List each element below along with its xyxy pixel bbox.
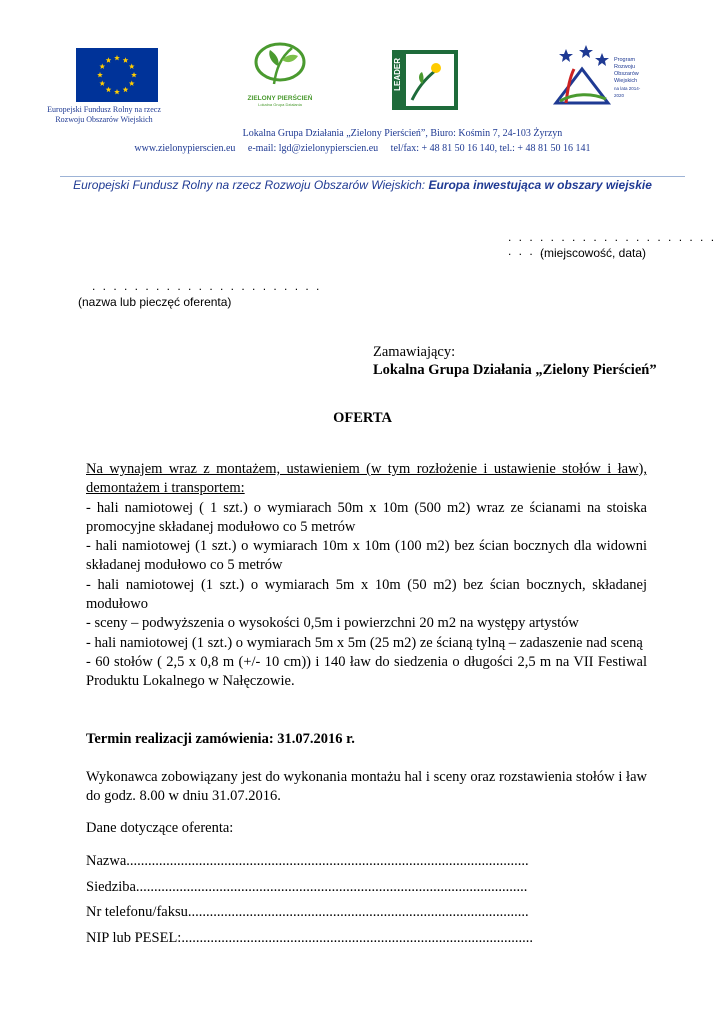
eu-flag-icon — [76, 48, 158, 102]
field-nip-pesel[interactable]: NIP lub PESEL:................................................................................................. — [86, 930, 533, 946]
field-address[interactable]: Siedziba............................................................................................................ — [86, 879, 528, 895]
bidder-stamp-dots: . . . . . . . . . . . . . . . . . . . . . . — [92, 279, 322, 293]
subject-item: - sceny – podwyższenia o wysokości 0,5m i powierzchni 20 m2 na występy artystów — [86, 615, 579, 632]
prow-text-line: Obszarów — [614, 71, 639, 77]
subject-item: - 60 stołów ( 2,5 x 0,8 m (+/- 10 cm)) i 140 ław do siedzenia o długości 2,5 m na VII Festiwal Produktu Lokalnego w Nałęczowie. — [86, 653, 647, 690]
header-slogan — [0, 178, 725, 192]
leaf-ring-icon — [240, 40, 320, 90]
prow-text-line: na lata 2014-2020 — [614, 86, 641, 98]
field-phone-fax[interactable]: Nr telefonu/faksu.............................................................................................. — [86, 904, 529, 920]
bidder-stamp-label: (nazwa lub pieczęć oferenta) — [78, 295, 232, 309]
prow-text-line: Rozwoju — [614, 64, 636, 70]
recipient-name: Lokalna Grupa Działania „Zielony Pierścień” — [373, 362, 657, 378]
eu-flag-logo — [76, 48, 158, 102]
subject-item: - hali namiotowej (1 szt.) o wymiarach 10m x 10m (100 m2) bez ścian bocznych dla widowni składanej modułowo co 5 metrów — [86, 538, 647, 574]
prow-emblem-icon — [552, 43, 612, 107]
zielony-pierscien-logo — [240, 40, 320, 107]
zp-logo-text: ZIELONY PIERŚCIEŃ — [247, 95, 313, 102]
header-contact: www.zielonypierscien.eu e-mail: lgd@zielonypierscien.eu tel/fax: + 48 81 50 16 140, tel.: + 48 81 50 16 141 — [134, 143, 591, 154]
subject-item: - hali namiotowej (1 szt.) o wymiarach 5m x 10m (50 m2) bez ścian bocznych, składanej modułowo — [86, 576, 647, 613]
field-name[interactable]: Nazwa............................................................................................................... — [86, 853, 529, 869]
zp-logo-subtext: Lokalna Grupa Działania — [258, 102, 302, 107]
prow-text-line: Wiejskich — [614, 78, 638, 84]
prow-text — [614, 57, 650, 99]
deadline: Termin realizacji zamówienia: 31.07.2016 r. — [86, 731, 355, 747]
document-title: OFERTA — [333, 410, 392, 426]
place-date-dots: . . . . . . . . . . . . . . . . . . . . . . . . — [508, 230, 717, 258]
eu-caption-line-1: Europejski Fundusz Rolny na rzecz — [47, 105, 161, 114]
subject-item: - hali namiotowej (1 szt.) o wymiarach 5m x 5m (25 m2) ze ścianą tylną – zadaszenie nad sceną — [86, 634, 643, 651]
leader-text: LEADER — [393, 58, 402, 91]
prow-logo — [552, 43, 650, 107]
prow-text-line: Program — [614, 57, 636, 63]
place-date-label: (miejscowość, data) — [540, 246, 647, 260]
bidder-data-label: Dane dotyczące oferenta: — [86, 820, 234, 836]
subject-item: - hali namiotowej ( 1 szt.) o wymiarach 50m x 10m (500 m2) wraz ze ścianami na stoiska promocyjne składanej modułowo co 5 metrów — [86, 499, 647, 535]
recipient-label: Zamawiający: — [373, 344, 456, 360]
subject-heading: Na wynajem wraz z montażem, ustawieniem (w tym rozłożenie i ustawienie stołów i ław), demontażem i transportem: — [86, 461, 647, 497]
slogan-plain: Europejski Fundusz Rolny na rzecz Rozwoju Obszarów Wiejskich: — [73, 178, 429, 192]
eu-caption — [40, 105, 168, 125]
header-divider — [60, 176, 685, 177]
eu-caption-line-2: Rozwoju Obszarów Wiejskich — [55, 115, 153, 124]
leader-logo — [392, 50, 458, 110]
subject-block — [86, 460, 647, 692]
obligation: Wykonawca zobowiązany jest do wykonania montażu hal i sceny oraz rozstawienia stołów i ław do godz. 8.00 w dniu 31.07.2016. — [86, 769, 647, 805]
slogan-bold: Europa inwestująca w obszary wiejskie — [428, 178, 652, 192]
header-address: Lokalna Grupa Działania „Zielony Pierścień”, Biuro: Kośmin 7, 24-103 Żyrzyn — [242, 128, 563, 139]
